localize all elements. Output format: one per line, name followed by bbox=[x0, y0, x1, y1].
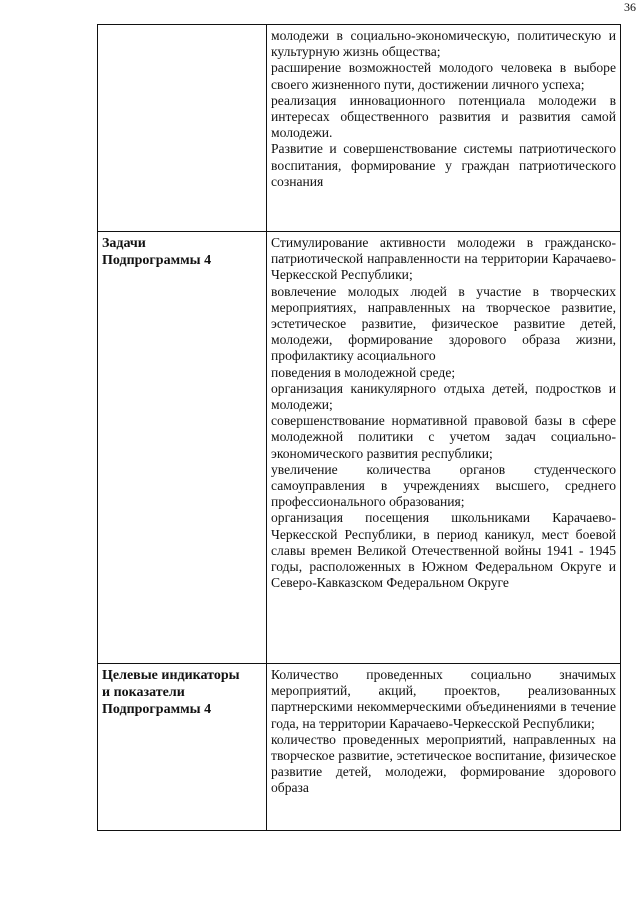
table-row-indicators bbox=[98, 664, 621, 831]
paragraph: поведения в молодежной среде; bbox=[271, 364, 456, 380]
paragraph: расширение возможностей молодого человека в выборе своего жизненного пути, достижении личного успеха; bbox=[271, 60, 616, 92]
paragraph: организация каникулярного отдыха детей, подростков и молодежи; bbox=[271, 380, 616, 413]
paragraph: увеличение количества органов студенческого самоуправления в учреждениях высшего, среднего профессионального образования; bbox=[271, 461, 616, 510]
page-number: 36 bbox=[624, 0, 636, 14]
subprogram-table bbox=[97, 24, 621, 831]
row-label: Подпрограммы 4 bbox=[102, 253, 212, 268]
paragraph: совершенствование нормативной правовой базы в сфере молодежной политики с учетом задач социально-экономического развития республики; bbox=[271, 413, 616, 461]
row-content-cell bbox=[267, 664, 621, 831]
row-label: Целевые индикаторы bbox=[102, 668, 240, 683]
row-label: Задачи bbox=[102, 236, 146, 251]
paragraph: Развитие и совершенствование системы патриотического воспитания, формирование у граждан патриотического сознания bbox=[271, 141, 616, 189]
paragraph: количество проведенных мероприятий, направленных на творческое развитие, эстетическое воспитание, физическое развитие детей, молодежи, формирование здорового образа bbox=[271, 731, 616, 796]
paragraph: реализация инновационного потенциала молодежи в интересах общественного развития и развития самой молодежи. bbox=[271, 92, 616, 141]
paragraph: молодежи в социально-экономическую, политическую и культурную жизнь общества; bbox=[271, 28, 616, 60]
row-content-cell bbox=[267, 25, 621, 232]
paragraph: организация посещения школьниками Карачаево-Черкесской Республики, в период каникул, мест боевой славы времен Великой Отечественной войны 1941 - 1945 годы, расположенных в Южном Федеральном Округе и Северо-Кавказском Федеральном Округе bbox=[271, 510, 616, 591]
row-label-cell bbox=[98, 25, 267, 232]
table-row-tasks bbox=[98, 232, 621, 664]
paragraph: Количество проведенных социально значимых мероприятий, акций, проектов, реализованных партнерскими некоммерческими объединениями в течение года, на территории Карачаево-Черкесской Республики; bbox=[271, 667, 616, 731]
row-label-cell bbox=[98, 232, 267, 664]
paragraph: вовлечение молодых людей в участие в творческих мероприятиях, направленных на творческое развитие, эстетическое развитие, физическое развитие детей, молодежи, формирование здорового образа жизни, профилактику асоциального bbox=[271, 283, 616, 364]
paragraph: Стимулирование активности молодежи в гражданско-патриотической направленности на территории Карачаево-Черкесской Республики; bbox=[271, 235, 616, 283]
row-label: Подпрограммы 4 bbox=[102, 702, 212, 717]
row-content-cell bbox=[267, 232, 621, 664]
row-label: и показатели bbox=[102, 685, 185, 700]
row-label-cell bbox=[98, 664, 267, 831]
table-row-goals-continued bbox=[98, 25, 621, 232]
